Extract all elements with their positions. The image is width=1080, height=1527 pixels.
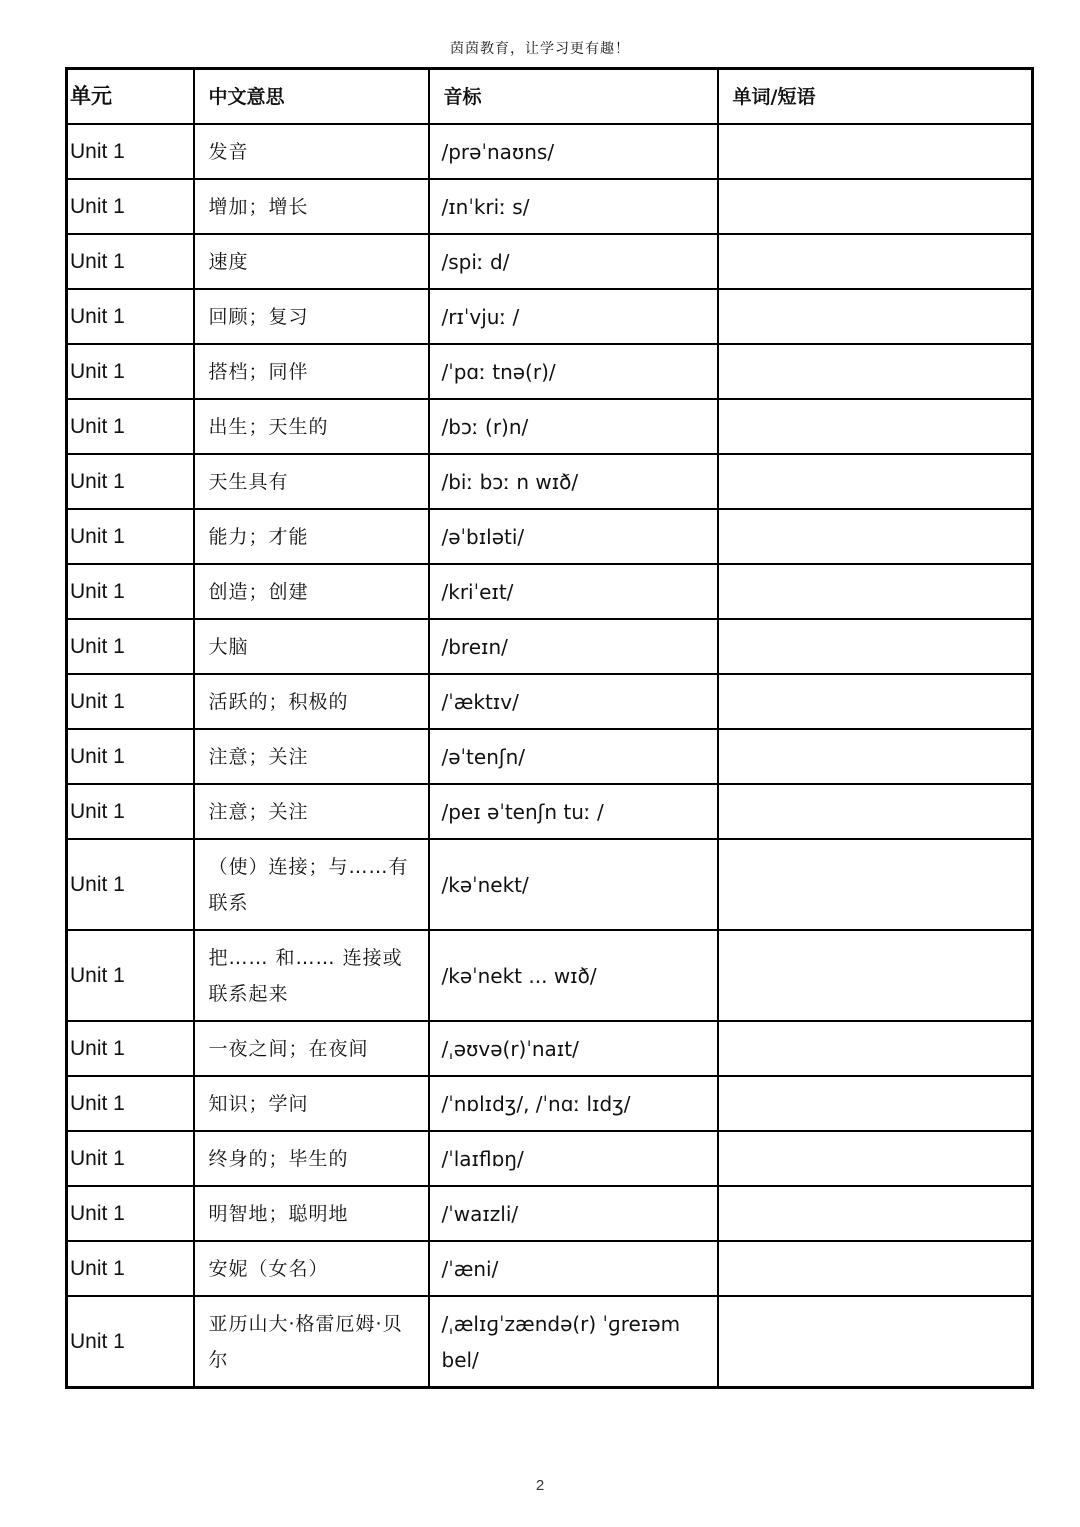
unit-cell: Unit 1	[67, 1186, 194, 1241]
phonetic-cell: /ˈlaɪflɒŋ/	[429, 1131, 718, 1186]
column-header-chinese-meaning: 中文意思	[194, 69, 429, 125]
unit-cell: Unit 1	[67, 1241, 194, 1296]
chinese-meaning-cell: （使）连接；与……有联系	[194, 839, 429, 930]
phonetic-cell: /ˈæni/	[429, 1241, 718, 1296]
table-row	[67, 234, 1033, 289]
word-phrase-cell	[718, 674, 1033, 729]
unit-cell: Unit 1	[67, 124, 194, 179]
chinese-meaning-cell: 回顾；复习	[194, 289, 429, 344]
table-row	[67, 1296, 1033, 1388]
table-row	[67, 619, 1033, 674]
table-row	[67, 179, 1033, 234]
phonetic-cell: /biː bɔː n wɪð/	[429, 454, 718, 509]
word-phrase-cell	[718, 344, 1033, 399]
phonetic-cell: /ˈwaɪzli/	[429, 1186, 718, 1241]
unit-cell: Unit 1	[67, 179, 194, 234]
unit-cell: Unit 1	[67, 289, 194, 344]
chinese-meaning-cell: 注意；关注	[194, 729, 429, 784]
chinese-meaning-cell: 大脑	[194, 619, 429, 674]
table-row	[67, 124, 1033, 179]
table-row	[67, 674, 1033, 729]
unit-cell: Unit 1	[67, 839, 194, 930]
phonetic-cell: /əˈbɪləti/	[429, 509, 718, 564]
word-phrase-cell	[718, 289, 1033, 344]
unit-cell: Unit 1	[67, 784, 194, 839]
word-phrase-cell	[718, 1186, 1033, 1241]
table-row	[67, 1241, 1033, 1296]
unit-cell: Unit 1	[67, 399, 194, 454]
chinese-meaning-cell: 知识；学问	[194, 1076, 429, 1131]
phonetic-cell: /prəˈnaʊns/	[429, 124, 718, 179]
phonetic-cell: /ˈæktɪv/	[429, 674, 718, 729]
unit-cell: Unit 1	[67, 344, 194, 399]
unit-cell: Unit 1	[67, 1076, 194, 1131]
column-header-unit: 单元	[67, 69, 194, 125]
word-phrase-cell	[718, 1131, 1033, 1186]
word-phrase-cell	[718, 1241, 1033, 1296]
unit-cell: Unit 1	[67, 234, 194, 289]
table-header-row	[67, 69, 1033, 125]
unit-cell: Unit 1	[67, 509, 194, 564]
chinese-meaning-cell: 能力；才能	[194, 509, 429, 564]
table-row	[67, 399, 1033, 454]
table-row	[67, 1131, 1033, 1186]
phonetic-cell: /spiː d/	[429, 234, 718, 289]
table-row	[67, 454, 1033, 509]
word-phrase-cell	[718, 124, 1033, 179]
table-row	[67, 1021, 1033, 1076]
phonetic-cell: /peɪ əˈtenʃn tuː /	[429, 784, 718, 839]
word-phrase-cell	[718, 399, 1033, 454]
word-phrase-cell	[718, 564, 1033, 619]
table-body	[67, 124, 1033, 1388]
unit-cell: Unit 1	[67, 454, 194, 509]
unit-cell: Unit 1	[67, 1131, 194, 1186]
chinese-meaning-cell: 出生；天生的	[194, 399, 429, 454]
phonetic-cell: /bɔː (r)n/	[429, 399, 718, 454]
table-row	[67, 784, 1033, 839]
phonetic-cell: /rɪˈvjuː /	[429, 289, 718, 344]
unit-cell: Unit 1	[67, 674, 194, 729]
phonetic-cell: /kriˈeɪt/	[429, 564, 718, 619]
chinese-meaning-cell: 速度	[194, 234, 429, 289]
page-number: 2	[535, 1477, 545, 1494]
word-phrase-cell	[718, 179, 1033, 234]
table-row	[67, 1076, 1033, 1131]
chinese-meaning-cell: 创造；创建	[194, 564, 429, 619]
unit-cell: Unit 1	[67, 930, 194, 1021]
word-phrase-cell	[718, 619, 1033, 674]
chinese-meaning-cell: 亚历山大·格雷厄姆·贝尔	[194, 1296, 429, 1388]
word-phrase-cell	[718, 784, 1033, 839]
word-phrase-cell	[718, 234, 1033, 289]
phonetic-cell: /ˈnɒlɪdʒ/, /ˈnɑː lɪdʒ/	[429, 1076, 718, 1131]
chinese-meaning-cell: 增加；增长	[194, 179, 429, 234]
chinese-meaning-cell: 一夜之间；在夜间	[194, 1021, 429, 1076]
chinese-meaning-cell: 发音	[194, 124, 429, 179]
table-row	[67, 564, 1033, 619]
phonetic-cell: /ˈpɑː tnə(r)/	[429, 344, 718, 399]
column-header-phonetic: 音标	[429, 69, 718, 125]
chinese-meaning-cell: 把…… 和…… 连接或联系起来	[194, 930, 429, 1021]
table-row	[67, 344, 1033, 399]
word-phrase-cell	[718, 839, 1033, 930]
phonetic-cell: /əˈtenʃn/	[429, 729, 718, 784]
unit-cell: Unit 1	[67, 1296, 194, 1388]
phonetic-cell: /breɪn/	[429, 619, 718, 674]
word-phrase-cell	[718, 1296, 1033, 1388]
word-phrase-cell	[718, 509, 1033, 564]
table-row	[67, 1186, 1033, 1241]
chinese-meaning-cell: 活跃的；积极的	[194, 674, 429, 729]
unit-cell: Unit 1	[67, 564, 194, 619]
word-phrase-cell	[718, 454, 1033, 509]
table-row	[67, 289, 1033, 344]
column-header-word-phrase: 单词/短语	[718, 69, 1033, 125]
table-row	[67, 509, 1033, 564]
unit-cell: Unit 1	[67, 619, 194, 674]
word-phrase-cell	[718, 1076, 1033, 1131]
word-phrase-cell	[718, 729, 1033, 784]
chinese-meaning-cell: 搭档；同伴	[194, 344, 429, 399]
phonetic-cell: /kəˈnekt/	[429, 839, 718, 930]
table-row	[67, 930, 1033, 1021]
unit-cell: Unit 1	[67, 1021, 194, 1076]
word-phrase-cell	[718, 1021, 1033, 1076]
phonetic-cell: /kəˈnekt ... wɪð/	[429, 930, 718, 1021]
table-row	[67, 729, 1033, 784]
phonetic-cell: /ˌəʊvə(r)ˈnaɪt/	[429, 1021, 718, 1076]
chinese-meaning-cell: 注意；关注	[194, 784, 429, 839]
chinese-meaning-cell: 天生具有	[194, 454, 429, 509]
unit-cell: Unit 1	[67, 729, 194, 784]
chinese-meaning-cell: 安妮（女名）	[194, 1241, 429, 1296]
page-header: 茵茵教育，让学习更有趣！	[450, 41, 630, 57]
word-phrase-cell	[718, 930, 1033, 1021]
phonetic-cell: /ɪnˈkriː s/	[429, 179, 718, 234]
chinese-meaning-cell: 明智地；聪明地	[194, 1186, 429, 1241]
table-row	[67, 839, 1033, 930]
vocabulary-table	[65, 67, 1034, 1389]
phonetic-cell: /ˌælɪɡˈzændə(r) ˈɡreɪəm bel/	[429, 1296, 718, 1388]
chinese-meaning-cell: 终身的；毕生的	[194, 1131, 429, 1186]
